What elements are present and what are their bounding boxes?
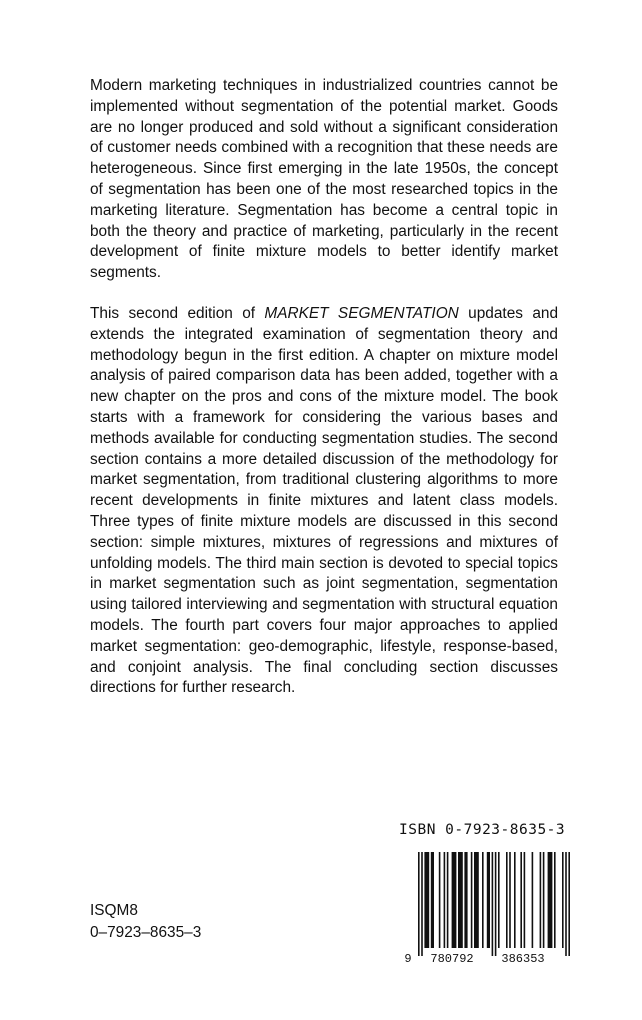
barcode-bar-24 [543,852,545,948]
isbn-label: ISBN 0-7923-8635-3 [399,822,566,838]
series-code-block [90,900,201,944]
barcode-bar-23 [540,852,542,948]
description-text [90,76,558,719]
barcode-bar-17 [506,852,508,948]
barcode-bar-27 [562,852,564,948]
barcode-bar-29 [568,852,570,956]
paragraph-1: Modern marketing techniques in industrialized countries cannot be implemented without segmentation of the potential market. Goods are no longer produced and sold without a significant consideration of customer needs combined with a recognition that these needs are heterogeneous. Since first emerging in the late 1950s, the concept of segmentation has been one of the most researched topics in the marketing literature. Segmentation has become a central topic in both the theory and practice of marketing, particularly in the recent development of finite mixture models to better identify market segments. [90,77,558,282]
barcode-bar-0 [418,852,420,956]
series-code: ISQM8 [90,902,138,919]
barcode-bar-28 [565,852,567,956]
barcode-bar-25 [548,852,553,948]
barcode-bar-3 [431,852,434,948]
barcode-bar-22 [532,852,534,948]
barcode-bar-9 [464,852,467,948]
barcode-bar-4 [439,852,441,948]
barcode-bar-12 [482,852,484,948]
barcode-bar-8 [458,852,463,948]
paragraph-2-rest: updates and extends the integrated examination of segmentation theory and methodology begun in the first edition. A chapter on mixture model analysis of paired comparison data has been added, together with a new chapter on the pros and cons of the mixture model. The book starts with a framework for considering the various bases and methods available for conducting segmentation studies. The second section contains a more detailed discussion of the methodology for market segmentation, from traditional clustering algorithms to more recent developments in finite mixtures and latent class models. Three types of finite mixture models are discussed in this second section: simple mixtures, mixtures of regressions and mixtures of unfolding models. The third main section is devoted to special topics in market segmentation such as joint segmentation, segmentation using tailored interviewing and segmentation with structural equation models. The fourth part covers four major approaches to applied market segmentation: geo-demographic, lifestyle, response-based, and conjoint analysis. The final concluding section discusses directions for further research. [90,304,559,697]
series-isbn: 0–7923–8635–3 [90,924,202,941]
barcode-bar-13 [487,852,490,948]
barcode-lead-digit: 9 [404,952,412,966]
barcode-bar-6 [447,852,449,948]
barcode-bar-11 [474,852,479,948]
barcode-bar-10 [471,852,473,948]
barcode-bar-19 [514,852,516,948]
barcode-bar-18 [509,852,511,948]
barcode-bar-21 [524,852,526,948]
barcode-right-digits: 386353 [501,952,545,966]
paragraph-2-start: This second edition of [90,304,265,322]
barcode-bar-16 [498,852,500,948]
barcode-bar-26 [554,852,556,948]
barcode-bar-14 [492,852,494,956]
paragraph-2 [90,304,558,699]
barcode-bar-20 [520,852,522,948]
barcode-bar-2 [424,852,429,948]
barcode-bar-1 [421,852,423,956]
barcode [396,848,572,966]
barcode-graphic [396,848,572,966]
barcode-left-digits: 780792 [430,952,474,966]
barcode-bar-7 [452,852,457,948]
barcode-bar-5 [444,852,446,948]
book-title: MARKET SEGMENTATION [264,304,459,322]
barcode-bar-15 [495,852,497,956]
